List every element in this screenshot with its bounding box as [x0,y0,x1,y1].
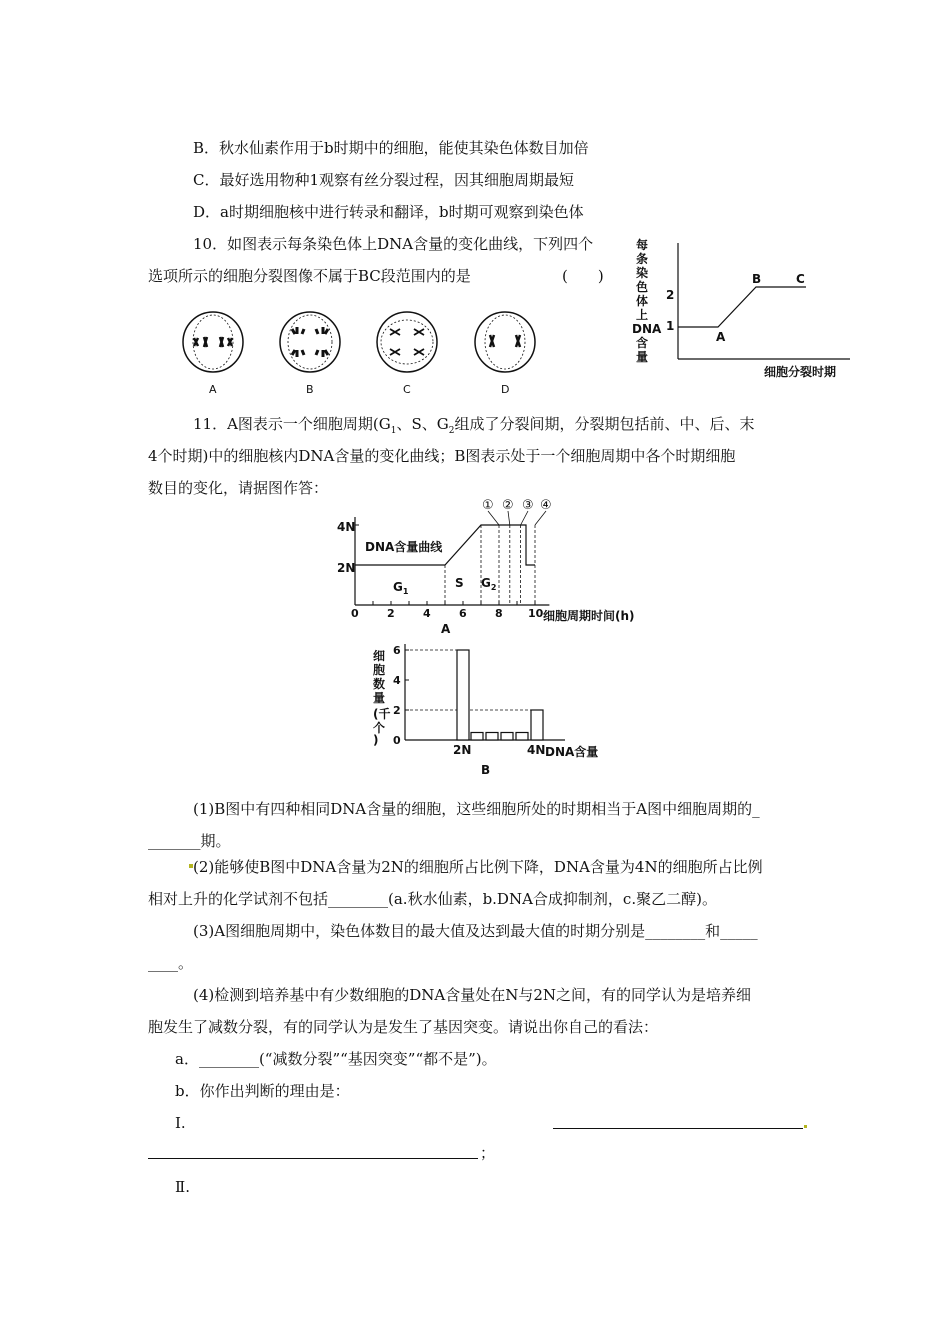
svg-text:胞: 胞 [373,663,386,677]
svg-text:(千: (千 [373,707,391,721]
q9-option-b: B．秋水仙素作用于b时期中的细胞，能使其染色体数目加倍 [193,139,589,157]
q11-part4-line1: (4)检测到培养基中有少数细胞的DNA含量处在N与2N之间，有的同学认为是培养细 [193,986,752,1004]
q11-stem-line3: 数目的变化，请据图作答： [148,479,329,497]
q10-tick-1: 1 [666,319,675,333]
stage-marker-4: ④ [540,498,552,513]
svg-text:含: 含 [636,336,649,350]
fig-b-bar [501,733,513,741]
svg-text:6: 6 [459,607,467,620]
cell-diagram-c [377,312,437,396]
stage-marker-3: ③ [522,498,534,513]
q9-option-c: C．最好选用物种1观察有丝分裂过程，因其细胞周期最短 [193,171,575,189]
fig-a-marker-pointer [521,511,528,525]
stage-marker-2: ② [502,498,514,513]
fig-a-phase-g1: $G_1$ [393,580,409,596]
reason-i-answer-line-1[interactable] [553,1128,803,1129]
svg-text:上: 上 [636,308,649,322]
svg-text:0: 0 [351,607,359,620]
fig-a-stage-markers [482,498,552,513]
svg-text:8: 8 [495,607,503,620]
q11-part4-b: b．你作出判断的理由是： [175,1082,350,1100]
svg-text:量: 量 [373,691,386,705]
q10-point-c: C [796,272,805,286]
q11-part4-line2: 胞发生了减数分裂，有的同学认为是发生了基因突变。请说出你自己的看法： [148,1018,659,1036]
fig-a-ytick-4n: 4N [337,520,356,534]
fig-a-series-label: DNA含量曲线 [365,540,443,554]
fig-a-marker-pointer [508,511,510,525]
stage-marker-1: ① [482,498,494,513]
q11-part2-line1: (2)能够使B图中DNA含量为2N的细胞所占比例下降，DNA含量为4N的细胞所占比例 [193,858,763,876]
fig-b-bar [471,733,483,741]
q10-cell-diagrams [180,305,550,400]
svg-text:个: 个 [373,721,386,735]
svg-text:细: 细 [373,649,386,663]
svg-text:每: 每 [636,238,649,252]
reason-i-label: Ⅰ. [175,1114,186,1132]
svg-text:10: 10 [528,607,544,620]
fig-b-bar [516,733,528,741]
fig-a-phase-g2: $G_2$ [481,576,497,592]
cell-diagram-a [183,312,243,396]
figure-a-dna-chart [325,495,655,635]
fig-a-marker-pointer [535,511,546,525]
svg-text:体: 体 [636,294,649,308]
q11-stem-line2: 4个时期)中的细胞核内DNA含量的变化曲线；B图表示处于一个细胞周期中各个时期细胞 [148,447,736,465]
fig-b-ylabel [373,648,391,747]
fig-a-phase-s: S [455,576,464,590]
svg-text:条: 条 [636,252,649,266]
q10-graph-xlabel: 细胞分裂时期 [764,365,837,379]
fig-b-title: B [481,763,491,777]
svg-text:数: 数 [373,677,386,691]
fig-b-ytick-label: 6 [393,644,401,657]
svg-text:DNA: DNA [632,322,662,336]
q11-part1-line2: _______期。 [148,832,231,850]
fig-b-xlabel: DNA含量 [545,745,599,759]
svg-text:色: 色 [636,280,649,294]
fig-b-bar [457,650,469,740]
q11-part1-line1: (1)B图中有四种相同DNA含量的细胞，这些细胞所处的时期相当于A图中细胞周期的_ [193,800,760,818]
svg-text:染: 染 [636,266,649,280]
fig-b-bar [486,733,498,741]
q11-part3-line2: ____。 [148,954,194,972]
q11-stem-line1: 11．A图表示一个细胞周期($G_1$、S、$G_2$组成了分裂间期，分裂期包括前、中、后、末 [193,415,755,436]
fig-b-ytick-label: 2 [393,704,401,717]
q10-graph-ylabel [632,237,662,364]
figure-b-cell-count-chart [365,640,645,780]
q11-part3-line1: (3)A图细胞周期中，染色体数目的最大值及达到最大值的时期分别是________和_____ [193,922,758,940]
fig-b-bar [531,710,543,740]
reason-ii-label: Ⅱ. [175,1178,190,1196]
fig-a-ytick-2n: 2N [337,561,356,575]
cell-diagram-d [475,312,535,396]
fig-b-ytick-label: 4 [393,674,401,687]
q10-answer-paren: ( ) [562,267,604,285]
yellow-dot-mark-2 [804,1125,807,1128]
q10-point-a: A [716,330,726,344]
q10-dna-per-chromosome-graph [630,235,860,385]
q9-option-d: D．a时期细胞核中进行转录和翻译，b时期可观察到染色体 [193,203,584,221]
fig-a-x-ticks [351,607,544,620]
q11-part2-line2: 相对上升的化学试剂不包括________(a.秋水仙素，b.DNA合成抑制剂，c.聚乙二醇)。 [148,890,717,908]
q11-part4-a: a．________(“减数分裂”“基因突变”“都不是”)。 [175,1050,497,1068]
semicolon: ； [480,1144,496,1162]
svg-text:): ) [373,733,379,747]
cell-diagram-b [280,312,340,396]
cell-label-c: C [403,383,411,396]
fig-a-marker-pointer [488,511,499,525]
fig-b-category-label: 2N [453,743,472,757]
svg-text:2: 2 [387,607,395,620]
svg-text:量: 量 [636,350,649,364]
cell-label-d: D [501,383,510,396]
svg-text:4: 4 [423,607,431,620]
q10-graph-curve [678,287,806,327]
cell-label-b: B [306,383,314,396]
q10-stem-line1: 10．如图表示每条染色体上DNA含量的变化曲线，下列四个 [193,235,594,253]
q10-stem-line2: 选项所示的细胞分裂图像不属于BC段范围内的是 [148,267,471,285]
cell-label-a: A [209,383,217,396]
q10-point-b: B [752,272,762,286]
fig-b-category-label: 4N [527,743,546,757]
fig-a-xlabel: 细胞周期时间(h) [543,609,635,623]
reason-i-answer-line-2[interactable] [148,1158,478,1159]
fig-b-ytick-label: 0 [393,734,401,747]
q10-tick-2: 2 [666,288,675,302]
fig-a-title: A [441,622,451,635]
